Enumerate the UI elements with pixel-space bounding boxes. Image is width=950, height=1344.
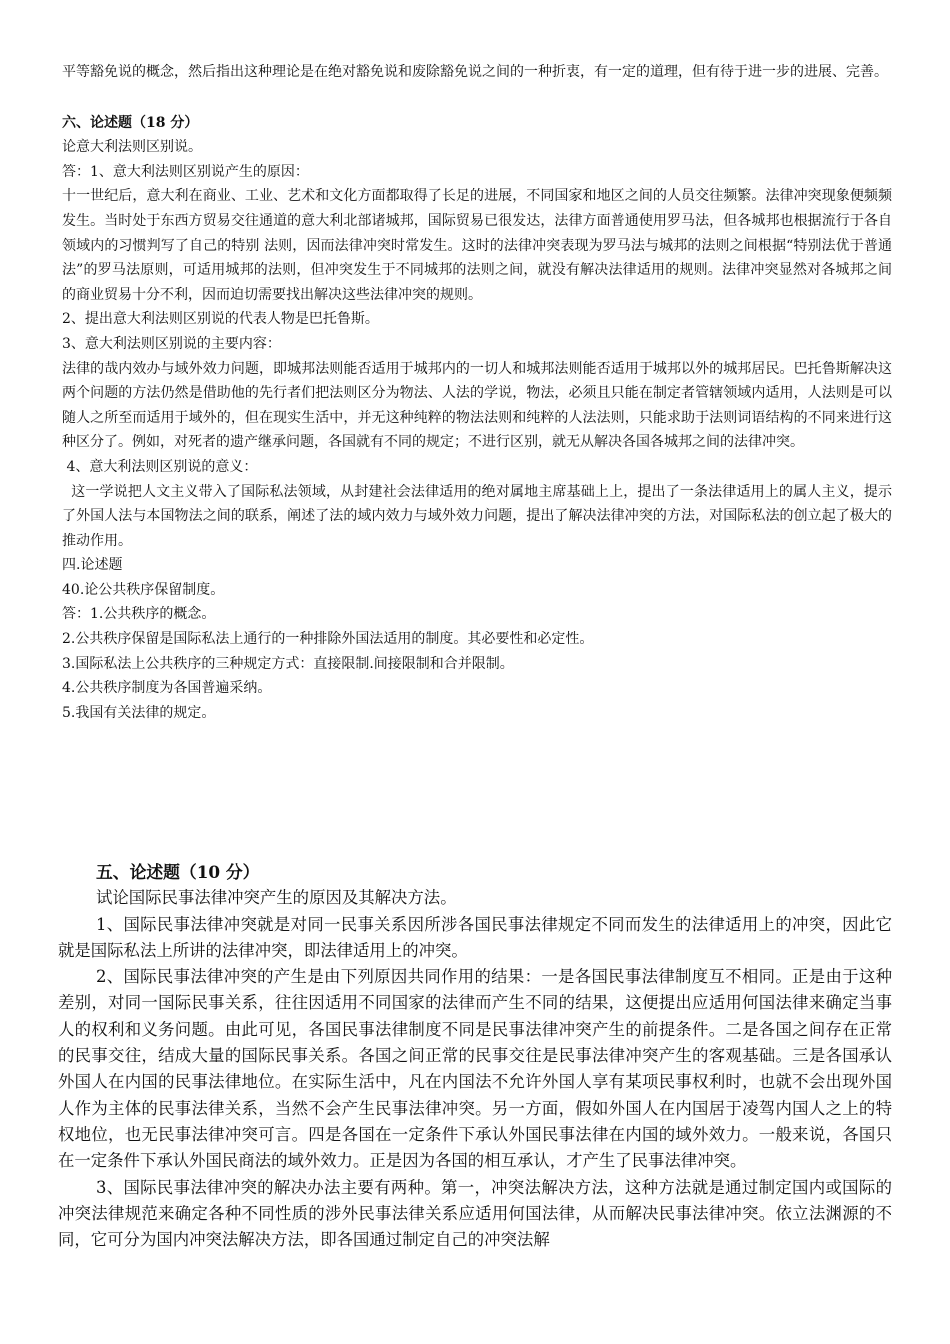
intro-continuation: 平等豁免说的概念，然后指出这种理论是在绝对豁免说和废除豁免说之间的一种折衷，有一定的道理，但有待于进一步的进展、完善。 [62, 64, 888, 80]
answer-list-item: 答：1.公共秩序的概念。 [62, 606, 216, 623]
section-heading-five: 五、论述题（10 分） [96, 862, 260, 882]
body-paragraph: 1、国际民事法律冲突就是对同一民事关系因所涉各国民事法律规定不同而发生的法律适用上的冲突，因此它就是国际私法上所讲的法律冲突，即法律适用上的冲突。 [58, 914, 892, 960]
answer-point-3-title: 3、意大利法则区别说的主要内容： [62, 335, 281, 352]
answer-point-4-body: 这一学说把人文主义带入了国际私法领域，从封建社会法律适用的绝对属地主席基础上上，提出了一条法律适用上的属人主义，提示了外国人法与本国物法之间的联系，阐述了法的域内效力与域外效力问题，提出了解决法律冲突的方法，对国际私法的创立起了极大的推动作用。 [62, 483, 893, 549]
answer-point-4-title: 4、意大利法则区别说的意义： [62, 458, 258, 475]
section-two [58, 859, 892, 1253]
body-paragraph: 2、国际民事法律冲突的产生是由下列原因共同作用的结果：一是各国民事法律制度互不相同。正是由于这种差别，对同一国际民事关系，往往因适用不同国家的法律而产生不同的结果，这便提出应适用何国法律来确定当事人的权利和义务问题。由此可见，各国民事法律制度不同是民事法律冲突产生的前提条件。二是各国之间存在正常的民事交往，结成大量的国际民事关系。各国之间正常的民事交往是民事法律冲突产生的客观基础。三是各国承认外国人在内国的民事法律地位。在实际生活中，凡在内国法不允许外国人享有某项民事权利时，也就不会出现外国人作为主体的民事法律关系，当然不会产生民事法律冲突。另一方面，假如外国人在内国居于凌驾内国人之上的特权地位，也无民事法律冲突可言。四是各国在一定条件下承认外国民事法律在内国的域外效力。一般来说，各国只在一定条件下承认外国民商法的域外效力。正是因为各国的相互承认，才产生了民事法律冲突。 [58, 967, 892, 1171]
answer-point-3-body: 法律的哉内效办与域外效力问题，即城邦法则能否适用于城邦内的一切人和城邦法则能否适用于城邦以外的城邦居民。巴托鲁斯解决这两个问题的方法仍然是借助他的先行者们把法则区分为物法、人法的学说，物法，必须且只能在制定者管辖领域内适用，人法则是可以随人之所至而适用于域外的，但在现实生活中，并无这种纯粹的物法法则和纯粹的人法法则，只能求助于法则词语结构的不同来进行这种区分了。例如，对死者的遗产继承问题，各国就有不同的规定；不进行区别，就无从解决各国各城邦之间的法律冲突。 [62, 360, 892, 451]
paragraph-gap [62, 85, 892, 111]
question-text-2: 试论国际民事法律冲突产生的原因及其解决方法。 [96, 888, 457, 908]
body-paragraph: 3、国际民事法律冲突的解决办法主要有两种。第一，冲突法解决方法，这种方法就是通过制定国内或国际的冲突法律规范来确定各种不同性质的涉外民事法律关系应适用何国法律，从而解决民事法律冲突。依立法渊源的不同，它可分为国内冲突法解决方法，即各国通过制定自己的冲突法解 [58, 1177, 892, 1250]
answer-list-item: 3.国际私法上公共秩序的三种规定方式：直接限制.间接限制和合并限制。 [62, 655, 514, 672]
answer-point-1-body: 十一世纪后，意大利在商业、工业、艺术和文化方面都取得了长足的进展，不同国家和地区之间的人员交往频繁。法律冲突现象便频频发生。当时处于东西方贸易交往通道的意大利北部诸城邦，国际贸易已很发达，法律方面普通使用罗马法，但各城邦也根据流行于各自领域内的习惯判写了自己的特别 法则，因而法律冲突时常发生。这时的法律冲突表现为罗马法与城邦的法则之间根据“特别法优于普通法”的罗马法原则，可适用城邦的法则，但冲突发生于不同城邦的法则之间，就没有解决法律适用的规则。法律冲突显然对各城邦之间的商业贸易十分不利，因而迫切需要找出解决这些法律冲突的规则。 [62, 188, 892, 303]
question-40: 40.论公共秩序保留制度。 [62, 581, 225, 598]
section-heading-four: 四.论述题 [62, 557, 123, 574]
section-one [62, 60, 892, 725]
answer-list-item: 5.我国有关法律的规定。 [62, 704, 216, 721]
answer-point-1-title: 答：1、意大利法则区别说产生的原因： [62, 163, 309, 180]
answer-point-2: 2、提出意大利法则区别说的代表人物是巴托鲁斯。 [62, 311, 379, 328]
answer-list-item: 2.公共秩序保留是国际私法上通行的一种排除外国法适用的制度。其必要性和必定性。 [62, 631, 594, 648]
question-text: 论意大利法则区别说。 [62, 139, 202, 156]
section-heading-six: 六、论述题（18 分） [62, 114, 199, 131]
answer-list-item: 4.公共秩序制度为各国普遍采纳。 [62, 680, 272, 697]
